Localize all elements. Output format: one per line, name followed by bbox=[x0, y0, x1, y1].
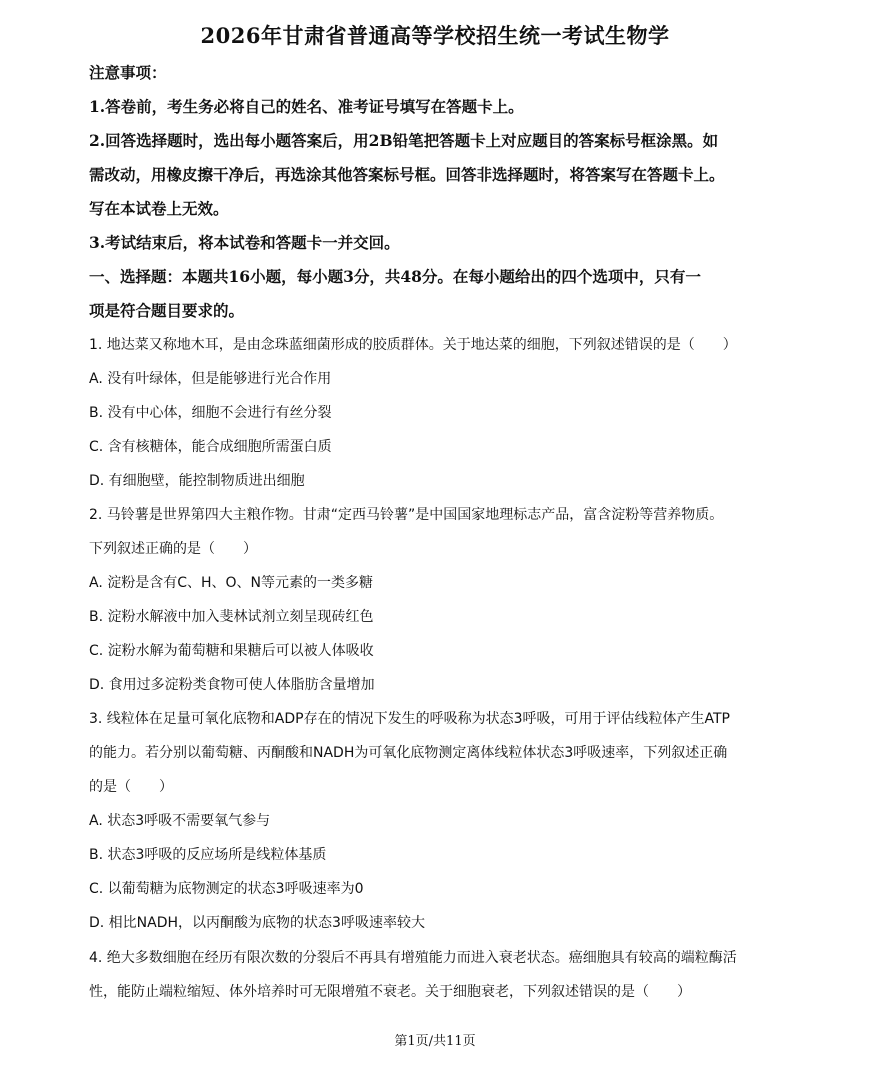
question-1-option-a: A. 没有叶绿体，但是能够进行光合作用 bbox=[89, 371, 332, 387]
question-4-stem-cont: 性，能防止端粒缩短、体外培养时可无限增殖不衰老。关于细胞衰老，下列叙述错误的是（ ） bbox=[89, 984, 691, 1000]
notice-item-2-end: 写在本试卷上无效。 bbox=[89, 199, 229, 218]
question-3-option-d: D. 相比NADH，以丙酮酸为底物的状态3呼吸速率较大 bbox=[89, 915, 425, 931]
question-1-option-c: C. 含有核糖体，能合成细胞所需蛋白质 bbox=[89, 439, 332, 455]
question-2-stem: 2. 马铃薯是世界第四大主粮作物。甘肃“定西马铃薯”是中国国家地理标志产品，富含淀粉等营养物质。 bbox=[89, 507, 724, 523]
page-footer: 第1页/共11页 bbox=[394, 1034, 476, 1049]
notice-item-1: 1.答卷前，考生务必将自己的姓名、准考证号填写在答题卡上。 bbox=[89, 97, 524, 116]
notice-item-3: 3.考试结束后，将本试卷和答题卡一并交回。 bbox=[89, 233, 400, 252]
question-4-stem: 4. 绝大多数细胞在经历有限次数的分裂后不再具有增殖能力而进入衰老状态。癌细胞具有较高的端粒酶活 bbox=[89, 950, 737, 966]
question-3-stem-cont: 的能力。若分别以葡萄糖、丙酮酸和NADH为可氧化底物测定离体线粒体状态3呼吸速率，下列叙述正确 bbox=[89, 745, 728, 761]
question-3-option-a: A. 状态3呼吸不需要氧气参与 bbox=[89, 813, 271, 829]
section-heading: 一、选择题：本题共16小题，每小题3分，共48分。在每小题给出的四个选项中，只有一 bbox=[89, 267, 701, 286]
section-heading-cont: 项是符合题目要求的。 bbox=[89, 301, 245, 320]
notice-item-2-cont: 需改动，用橡皮擦干净后，再选涂其他答案标号框。回答非选择题时，将答案写在答题卡上。 bbox=[89, 165, 725, 184]
question-3-stem: 3. 线粒体在足量可氧化底物和ADP存在的情况下发生的呼吸称为状态3呼吸，可用于评估线粒体产生ATP bbox=[89, 711, 730, 727]
notice-heading: 注意事项： bbox=[89, 63, 167, 82]
question-1-stem: 1. 地达菜又称地木耳，是由念珠蓝细菌形成的胶质群体。关于地达菜的细胞，下列叙述错误的是（ ） bbox=[89, 337, 737, 353]
question-2-option-a: A. 淀粉是含有C、H、O、N等元素的一类多糖 bbox=[89, 575, 374, 591]
question-3-option-b: B. 状态3呼吸的反应场所是线粒体基质 bbox=[89, 847, 327, 863]
question-2-option-d: D. 食用过多淀粉类食物可使人体脂肪含量增加 bbox=[89, 677, 375, 693]
question-1-option-b: B. 没有中心体，细胞不会进行有丝分裂 bbox=[89, 405, 332, 421]
notice-item-2: 2.回答选择题时，选出每小题答案后，用2B铅笔把答题卡上对应题目的答案标号框涂黑。如 bbox=[89, 131, 719, 150]
question-2-option-b: B. 淀粉水解液中加入斐林试剂立刻呈现砖红色 bbox=[89, 609, 374, 625]
question-3-stem-end: 的是（ ） bbox=[89, 779, 173, 795]
question-2-option-c: C. 淀粉水解为葡萄糖和果糖后可以被人体吸收 bbox=[89, 643, 374, 659]
exam-title: 2026年甘肃省普通高等学校招生统一考试生物学 bbox=[200, 23, 670, 48]
question-1-option-d: D. 有细胞壁，能控制物质进出细胞 bbox=[89, 473, 305, 489]
question-3-option-c: C. 以葡萄糖为底物测定的状态3呼吸速率为0 bbox=[89, 881, 364, 897]
question-2-stem-cont: 下列叙述正确的是（ ） bbox=[89, 541, 257, 557]
